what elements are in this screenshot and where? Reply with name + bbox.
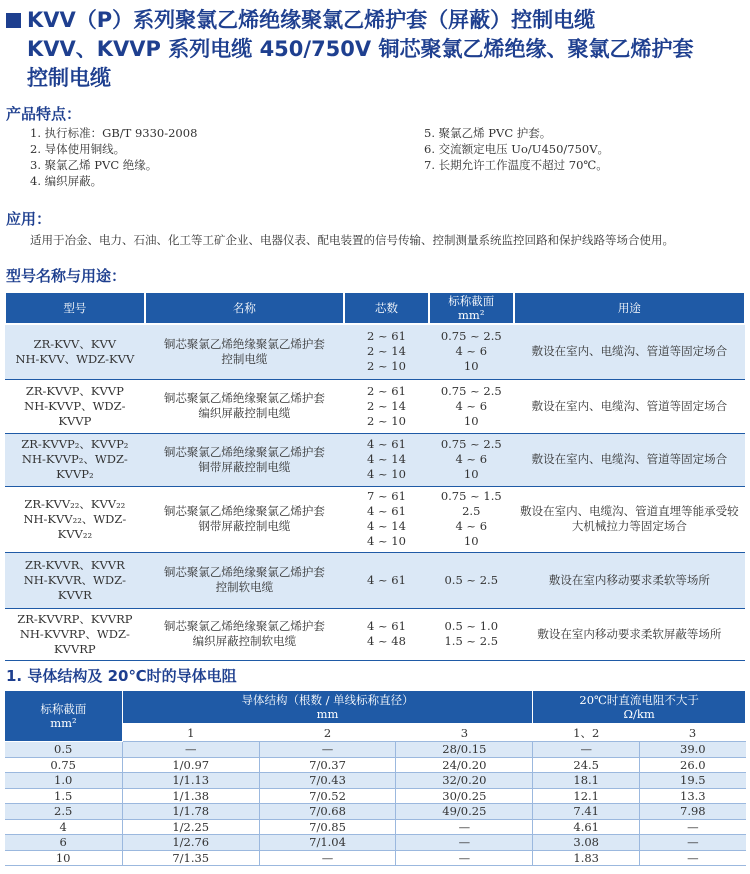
conductor-cell: 7/0.43 <box>259 773 396 789</box>
conductor-cell: 3.08 <box>533 835 640 851</box>
conductor-resistance-header: 20℃时直流电阻不大于 Ω/km <box>533 691 746 724</box>
cell-model: ZR-KVVP、KVVP NH-KVVP、WDZ- KVVP <box>5 379 145 433</box>
conductor-subheader-cell: 3 <box>640 724 746 742</box>
cell-cores: 2 ~ 61 2 ~ 14 2 ~ 10 <box>344 379 429 433</box>
table-row <box>5 804 746 820</box>
conductor-subheader-cell: 3 <box>396 724 533 742</box>
cell-use: 敷设在室内、电缆沟、管道直埋等能承受较 大机械拉力等固定场合 <box>514 486 745 552</box>
conductor-cell: 7/1.04 <box>259 835 396 851</box>
conductor-cell: — <box>533 742 640 758</box>
conductor-cell: 24.5 <box>533 757 640 773</box>
conductor-cell: 1/2.25 <box>122 819 259 835</box>
conductor-cell: 7.41 <box>533 804 640 820</box>
title-line-3: 控制电缆 <box>27 66 111 90</box>
feature-item: 7. 长期允许工作温度不超过 70℃。 <box>424 158 608 172</box>
cell-cores: 4 ~ 61 <box>344 552 429 608</box>
conductor-cell: — <box>396 835 533 851</box>
conductor-cell: 7/1.35 <box>122 850 259 866</box>
conductor-cell: 10 <box>5 850 123 866</box>
feature-item: 4. 编织屏蔽。 <box>30 174 103 188</box>
cell-section: 0.75 ~ 2.5 4 ~ 6 10 <box>429 379 514 433</box>
conductor-cell: 1/2.76 <box>122 835 259 851</box>
conductor-cell: — <box>640 835 746 851</box>
cell-use: 敷设在室内移动要求柔软等场所 <box>514 552 745 608</box>
conductor-cell: 7/0.37 <box>259 757 396 773</box>
conductor-cell: 1.5 <box>5 788 123 804</box>
cell-use: 敷设在室内、电缆沟、管道等固定场合 <box>514 324 745 379</box>
conductor-cell: 39.0 <box>640 742 746 758</box>
conductor-cell: 1.0 <box>5 773 123 789</box>
title-line-2: KVV、KVVP 系列电缆 450/750V 铜芯聚氯乙烯绝缘、聚氯乙烯护套 <box>27 37 694 61</box>
features-left <box>30 125 197 189</box>
table-row <box>5 486 745 552</box>
cell-section: 0.75 ~ 2.5 4 ~ 6 10 <box>429 324 514 379</box>
conductor-cell: 30/0.25 <box>396 788 533 804</box>
cell-cores: 4 ~ 61 4 ~ 48 <box>344 608 429 660</box>
feature-item: 5. 聚氯乙烯 PVC 护套。 <box>424 126 552 140</box>
conductor-subheader-cell: 2 <box>259 724 396 742</box>
cell-section: 0.75 ~ 2.5 4 ~ 6 10 <box>429 433 514 486</box>
cell-model: ZR-KVVR、KVVR NH-KVVR、WDZ- KVVR <box>5 552 145 608</box>
cell-name: 铜芯聚氯乙烯绝缘聚氯乙烯护套 编织屏蔽控制软电缆 <box>145 608 344 660</box>
conductor-cell: 12.1 <box>533 788 640 804</box>
conductor-section-header: 标称截面 mm² <box>5 691 123 742</box>
conductor-cell: 6 <box>5 835 123 851</box>
title-line-1: KVV（P）系列聚氯乙烯绝缘聚氯乙烯护套（屏蔽）控制电缆 <box>27 8 596 32</box>
conductor-subheader-cell: 1、2 <box>533 724 640 742</box>
cell-section: 0.5 ~ 1.0 1.5 ~ 2.5 <box>429 608 514 660</box>
conductor-cell: 26.0 <box>640 757 746 773</box>
table-row <box>5 433 745 486</box>
cell-use: 敷设在室内移动要求柔软屏蔽等场所 <box>514 608 745 660</box>
features-right <box>424 125 609 173</box>
conductor-cell: 0.75 <box>5 757 123 773</box>
features-heading: 产品特点： <box>6 105 82 123</box>
conductor-cell: 49/0.25 <box>396 804 533 820</box>
conductor-cell: 0.5 <box>5 742 123 758</box>
cell-model: ZR-KVV、KVV NH-KVV、WDZ-KVV <box>5 324 145 379</box>
conductor-cell: 1/1.38 <box>122 788 259 804</box>
cell-cores: 2 ~ 61 2 ~ 14 2 ~ 10 <box>344 324 429 379</box>
conductor-cell: 1/0.97 <box>122 757 259 773</box>
conductor-cell: 19.5 <box>640 773 746 789</box>
table-row <box>5 835 746 851</box>
table-row <box>5 788 746 804</box>
cell-name: 铜芯聚氯乙烯绝缘聚氯乙烯护套 控制软电缆 <box>145 552 344 608</box>
cell-name: 铜芯聚氯乙烯绝缘聚氯乙烯护套 钢带屏蔽控制电缆 <box>145 486 344 552</box>
application-heading: 应用： <box>6 210 52 228</box>
conductor-cell: 1/1.13 <box>122 773 259 789</box>
conductor-cell: 2.5 <box>5 804 123 820</box>
model-table-header <box>5 292 745 324</box>
conductor-subheader-cell: 1 <box>122 724 259 742</box>
conductor-heading: 1. 导体结构及 20℃时的导体电阻 <box>6 667 237 685</box>
feature-item: 6. 交流额定电压 Uo/U450/750V。 <box>424 142 610 156</box>
conductor-cell: 1/1.78 <box>122 804 259 820</box>
conductor-cell: — <box>640 819 746 835</box>
cell-use: 敷设在室内、电缆沟、管道等固定场合 <box>514 379 745 433</box>
table-row <box>5 379 745 433</box>
square-bullet-icon <box>6 13 21 28</box>
use-col-header: 用途 <box>514 292 745 324</box>
conductor-cell: 32/0.20 <box>396 773 533 789</box>
table-row <box>5 324 745 379</box>
cell-model: ZR-KVVRP、KVVRP NH-KVVRP、WDZ- KVVRP <box>5 608 145 660</box>
model-table <box>4 291 746 661</box>
conductor-cell: 13.3 <box>640 788 746 804</box>
conductor-cell: 1.83 <box>533 850 640 866</box>
conductor-cell: 7/0.85 <box>259 819 396 835</box>
conductor-cell: 4 <box>5 819 123 835</box>
feature-item: 3. 聚氯乙烯 PVC 绝缘。 <box>30 158 158 172</box>
feature-item: 1. 执行标准：GB/T 9330-2008 <box>30 126 198 140</box>
cell-section: 0.5 ~ 2.5 <box>429 552 514 608</box>
cell-cores: 7 ~ 61 4 ~ 61 4 ~ 14 4 ~ 10 <box>344 486 429 552</box>
name-col-header: 名称 <box>145 292 344 324</box>
page-title <box>6 6 746 93</box>
table-row <box>5 850 746 866</box>
table-row <box>5 819 746 835</box>
conductor-cell: 18.1 <box>533 773 640 789</box>
conductor-cell: 24/0.20 <box>396 757 533 773</box>
conductor-cell: 28/0.15 <box>396 742 533 758</box>
conductor-cell: — <box>396 819 533 835</box>
conductor-structure-header: 导体结构（根数 / 单线标称直径） mm <box>122 691 532 724</box>
cell-name: 铜芯聚氯乙烯绝缘聚氯乙烯护套 控制电缆 <box>145 324 344 379</box>
models-heading: 型号名称与用途： <box>6 267 127 285</box>
conductor-cell: — <box>122 742 259 758</box>
cell-name: 铜芯聚氯乙烯绝缘聚氯乙烯护套 铜带屏蔽控制电缆 <box>145 433 344 486</box>
cell-use: 敷设在室内、电缆沟、管道等固定场合 <box>514 433 745 486</box>
conductor-cell: — <box>259 850 396 866</box>
table-row <box>5 773 746 789</box>
conductor-table <box>4 690 746 866</box>
table-row <box>5 742 746 758</box>
table-row <box>5 552 745 608</box>
table-row <box>5 608 745 660</box>
section-col-header: 标称截面 mm² <box>429 292 514 324</box>
conductor-cell: 7.98 <box>640 804 746 820</box>
conductor-cell: 7/0.52 <box>259 788 396 804</box>
model-col-header: 型号 <box>5 292 145 324</box>
cell-section: 0.75 ~ 1.5 2.5 4 ~ 6 10 <box>429 486 514 552</box>
cell-name: 铜芯聚氯乙烯绝缘聚氯乙烯护套 编织屏蔽控制电缆 <box>145 379 344 433</box>
application-text: 适用于冶金、电力、石油、化工等工矿企业、电器仪表、配电装置的信号传输、控制测量系统监控回路和保护线路等场合使用。 <box>30 233 674 247</box>
conductor-cell: 4.61 <box>533 819 640 835</box>
cell-cores: 4 ~ 61 4 ~ 14 4 ~ 10 <box>344 433 429 486</box>
feature-item: 2. 导体使用铜线。 <box>30 142 126 156</box>
conductor-cell: — <box>396 850 533 866</box>
conductor-cell: — <box>640 850 746 866</box>
table-row <box>5 757 746 773</box>
conductor-cell: — <box>259 742 396 758</box>
conductor-cell: 7/0.68 <box>259 804 396 820</box>
cores-col-header: 芯数 <box>344 292 429 324</box>
cell-model: ZR-KVV₂₂、KVV₂₂ NH-KVV₂₂、WDZ- KVV₂₂ <box>5 486 145 552</box>
cell-model: ZR-KVVP₂、KVVP₂ NH-KVVP₂、WDZ- KVVP₂ <box>5 433 145 486</box>
